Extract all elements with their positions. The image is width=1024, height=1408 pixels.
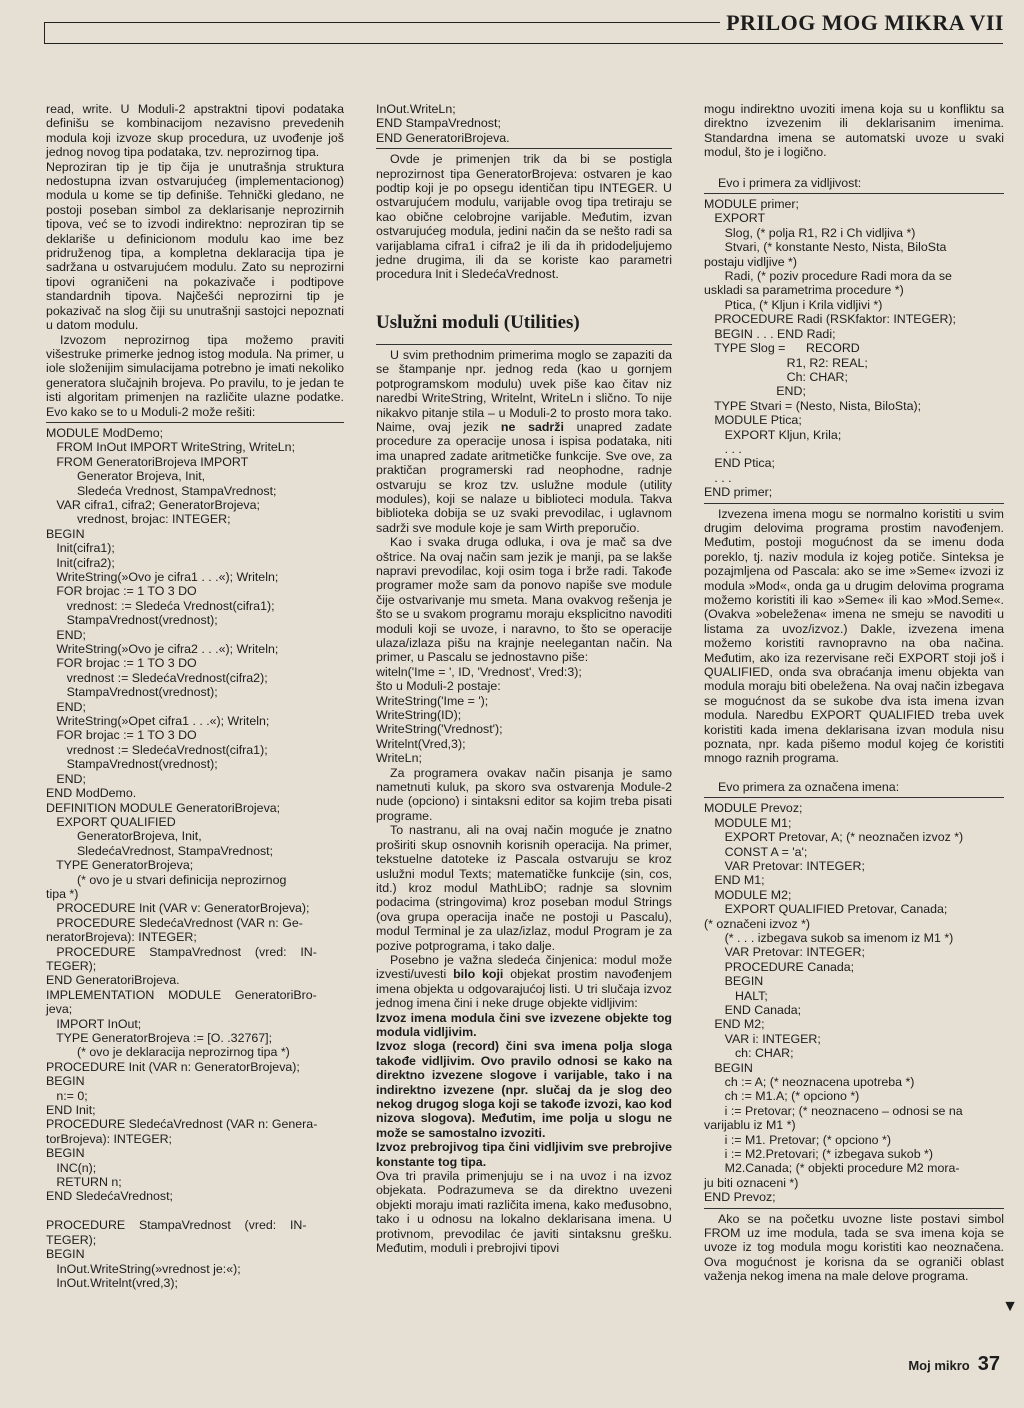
running-head: PRILOG MOG MIKRA VII bbox=[720, 10, 1004, 36]
code-divider bbox=[376, 148, 672, 149]
paragraph: read, write. U Moduli-2 apstraktni tipovi podataka definišu se kombinacijom nezavisno prevedenih modula koji izvoze skup procedura, uz uvođenje još jednog novog tipa podataka, tzv. neprozirnog tipa. bbox=[46, 102, 344, 160]
paragraph: Izvezena imena mogu se normalno koristiti u svim drugim delovima programa prostim navođenjem. Međutim, postoji mogućnost da se imenu doda poreklo, tj. naziv modula iz kojeg potiče. Sinteksa je pozajmljena od Pascala: ako se ime »Seme« izvozi iz modula »Mod«, onda ga u drugim delovima programa možemo koristiti ili kao »Seme« ili kao »Mod.Seme«. (Ovakva »obeležena« imena ne smeju se navoditi u listama za uvoz/izvoz.) Dakle, izvezena imena možemo koristiti ravnopravno na oba načina. Međutim, ako iza rezervisane reči EXPORT stoji još i QUALIFIED, onda sva obraćanja imenu objekta van modula moraju biti obeležena. Na ovaj način izbegava se mogućnost da se sukobe dva ista imena izvan modula. Naredbu EXPORT QUALIFIED treba uvek koristiti kada imena deklarisana izvan modula nisu poznata, npr. kada pišemo modul kojeg će koristiti mnogo raznih programa. bbox=[704, 506, 1004, 766]
code-divider bbox=[704, 797, 1004, 798]
code-listing: MODULE primer; EXPORT Slog, (* polja R1, R2 i Ch vidljiva *) Stvari, (* konstante Nesto, Nista, BiloSta postaju vidljive *) Radi, (* poziv procedure Radi mora da se uskladi sa parametrima procedure *) Ptica, (* Kljun i Krila vidljivi *) PROCEDURE Radi (RSKfaktor: INTEGER); BEGIN . . . END Radi; TYPE Slog = RECORD R1, R2: REAL; Ch: CHAR; END; TYPE Stvari = (Nesto, Nista, BiloSta); MODULE Ptica; EXPORT Kljun, Krila; . . . END Ptica; . . . END primer; bbox=[704, 197, 956, 500]
paragraph: Za programera ovakav način pisanja je samo nametnuti kuluk, pa skoro sva ostvarenja Module-2 nude (opciono) i sintaksni editor sa kojim treba pisati programe. bbox=[376, 765, 672, 823]
paragraph: Ako se na početku uvozne liste postavi simbol FROM uz ime modula, tada se sva imena koja se uvoze iz tog modula mogu koristiti kao neoznačena. Ova mogućnost je korisna da se ograniči oblast važenja nekog imena na male delove programa. bbox=[704, 1211, 1004, 1284]
paragraph: Kao i svaka druga odluka, i ova je mač sa dve oštrice. Na ovaj način sam jezik je manji, pa se lakše napravi prevodilac, koji osim toga i brže radi. Takođe programer može sam da ponovo napiše sve module čije ostvarivanje mu smeta. Mana ovakvog rešenja je što se u svakom programu moraju eksplicitno navoditi moduli koji se uvoze, i naravno, to što se operacije ulaza/izlaza pišu na krajnje neelegantan način. Na primer, u Pascalu se jednostavno piše: bbox=[376, 535, 672, 665]
paragraph: Neproziran tip je tip čija je unutrašnja struktura nedostupna izvan ostvarujućeg (implementacionog) modula u kome se tip definiše. Tehnički gledano, ne postoji poseban simbol za deklarisanje neprozirnih tipova, već se to izvodi indirektno: neproziran tip se deklariše u definicionom modulu kao ime bez pridruženog tipa, a kompletna deklaracija tipa je sadržana u ostvarujućem modulu. Zato su neprozirni tipovi ograničeni na pokazivače i podtipove standardnih tipova. Najčešći neprozirni tip je pokazivač na slog čiji su unutrašnji sastojci nepoznati u datom modulu. bbox=[46, 159, 344, 333]
page-footer bbox=[908, 1353, 1000, 1376]
paragraph: To nastranu, ali na ovaj način moguće je znatno proširiti skup osnovnih korisnih operacija. Na primer, tekstuelne datoteke iz Pascala ostvaruju se kroz uslužni modul Texts; matematičke funkcije (sin, cos, itd.) kroz modul MathLibO; radnje sa slovnim podacima (stringovima) kroz poseban modul Strings (ova grupa operacija inače ne postoji u Pascalu), modul Terminal je za ulaz/izlaz, modul Program je za pozive potprograma, i tako dalje. bbox=[376, 823, 672, 953]
paragraph: mogu indirektno uvoziti imena koja su u konfliktu sa direktno izvezenim ili deklarisanim imenima. Standardna imena se automatski uvoze u svaki modul, što je i logično. bbox=[704, 102, 1004, 160]
code-divider bbox=[704, 1208, 1004, 1209]
continue-arrow-icon: ▼ bbox=[1002, 1298, 1018, 1315]
paragraph: Posebno je važna sledeća činjenica: modul može izvesti/uvesti bilo koji objekat prostim navođenjem imena objekta u odgovarajućoj listi. U tri slučaja izvoz jednog imena čini i neke druge objekte vidljivim: bbox=[376, 952, 673, 1011]
code-listing: InOut.WriteLn; END StampaVrednost; END GeneratoriBrojeva. bbox=[376, 102, 510, 145]
code-divider bbox=[704, 193, 1004, 194]
column-3 bbox=[704, 102, 1004, 1284]
code-listing: MODULE Prevoz; MODULE M1; EXPORT Pretovar, A; (* neoznačen izvoz *) CONST A = 'a'; VAR Pretovar: INTEGER; END M1; MODULE M2; EXPORT QUALIFIED Pretovar, Canada; (* označeni izvoz *) (* . . . izbegava sukob sa imenom iz M1 *) VAR Pretovar: INTEGER; PROCEDURE Canada; BEGIN HALT; END Canada; END M2; VAR i: INTEGER; ch: CHAR; BEGIN ch := A; (* neoznacena upotreba *) ch := M1.A; (* opciono *) i := Pretovar; (* neoznaceno – odnosi se na varijablu iz M1 *) i := M1. Pretovar; (* opciono *) i := M2.Pretovari; (* izbegava sukob *) M2.Canada; (* objekti procedure M2 mora- ju biti oznaceni *) END Prevoz; bbox=[704, 801, 964, 1205]
rule-paragraph: Izvoz sloga (record) čini sva imena polja sloga takođe vidljivim. Ovo pravilo odnosi se kako na direktno izvezene slogove i varijable, tako i na indirektno izvezene (npr. slučaj da je slog deo nekog drugog sloga koji se takođe izvozi, kao kod nizova slogova). Međutim, ime polja u slogu ne može se samostalno izvoziti. bbox=[376, 1039, 672, 1140]
page-number: 37 bbox=[977, 1353, 1000, 1375]
rule-paragraph: Izvoz prebrojivog tipa čini vidljivim sve prebrojive konstante tog tipa. bbox=[376, 1140, 672, 1169]
code-divider bbox=[46, 422, 344, 423]
paragraph: Evo primera za označena imena: bbox=[718, 779, 900, 794]
paragraph: Ovde je primenjen trik da bi se postigla neprozirnost tipa GeneratorBrojeva: ostvaren je kao podtip koji je po opsegu identičan tipu INTEGER. U ostvarujućem modulu, varijable ovog tipa tretiraju se kao obične celobrojne varijable. Međutim, izvan ostvarujućeg modula, jedini način da se nešto radi sa varijablama cifra1 i cifra2 je ili da ih pridodeljujemo jedne drugima, ili da se koriste kao parametri procedura Init i SledećaVrednost. bbox=[376, 152, 672, 282]
section-heading: Uslužni moduli (Utilities) bbox=[376, 311, 580, 333]
rule-paragraph: Izvoz imena modula čini sve izvezene objekte tog modula vidljivim. bbox=[376, 1010, 672, 1039]
paragraph: U svim prethodnim primerima moglo se zapaziti da se štampanje npr. jednog reda (kao u gornjem potprogramskom modulu) uvek piše kao čitav niz naredbi WriteString, Writelnt, WriteLn i slično. To nije nikakvo pitanje stila – u Moduli-2 to prosto mora tako. Naime, ovaj jezik ne sadrži unapred zadate procedure za operacije unosa i ispisa podataka, niti ima unapred zadate aritmetičke funkcije. Sve ove, za praktičan programerski rad neophodne, radnje ostvaruju se kroz tzv. uslužne module (utility modules), koji se nalaze u biblioteci modula. Takva biblioteka dobija se uz svaki prevodilac, i uglavnom sadrži sve module koje je sam Wirth preporučio. bbox=[376, 347, 672, 535]
column-1 bbox=[46, 102, 344, 1290]
heading-divider bbox=[376, 344, 672, 345]
code-divider bbox=[704, 503, 1004, 504]
magazine-name: Moj mikro bbox=[908, 1358, 970, 1373]
paragraph: Evo i primera za vidljivost: bbox=[718, 175, 862, 190]
column-2 bbox=[376, 102, 672, 1255]
code-listing: witeln('Ime = ', ID, 'Vrednost', Vred:3); što u Moduli-2 postaje: WriteString('Ime = '); WriteString(ID); WriteString('Vrednost'); Writelnt(Vred,3); WriteLn; bbox=[376, 664, 582, 766]
paragraph: Izvozom neprozirnog tipa možemo praviti višestruke primerke jednog istog modula. Na primer, u iole složenijim simulacijama potrebno je imati nekoliko generatora slučajnih brojeva. Po pravilu, to je jedan te isti algoritam primenjen na različite ulazne podatke. Evo kako se to u Moduli-2 može rešiti: bbox=[46, 332, 344, 419]
code-listing: MODULE ModDemo; FROM InOut IMPORT WriteString, WriteLn; FROM GeneratoriBrojeva IMPORT Generator Brojeva, Init, Sledeća Vrednost, StampaVrednost; VAR cifra1, cifra2; GeneratorBrojeva; vrednost, brojac: INTEGER; BEGIN Init(cifra1); Init(cifra2); WriteString(»Ovo je cifra1 . . .«); Writeln; FOR brojac := 1 TO 3 DO vrednost: := Sledeća Vrednost(cifra1); StampaVrednost(vrednost); END; WriteString(»Ovo je cifra2 . . .«); Writeln; FOR brojac := 1 TO 3 DO vrednost := SledećaVrednost(cifra2); StampaVrednost(vrednost); END; WriteString(»Opet cifra1 . . .«); Writeln; FOR brojac := 1 TO 3 DO vrednost := SledećaVrednost(cifra1); StampaVrednost(vrednost); END; END ModDemo. DEFINITION MODULE GeneratoriBrojeva; EXPORT QUALIFIED GeneratorBrojeva, Init, SledećaVrednost, StampaVrednost; TYPE GeneratorBrojeva; (* ovo je u stvari definicija neprozirnog tipa *) PROCEDURE Init (VAR v: GeneratorBrojeva); PROCEDURE SledećaVrednost (VAR n: Ge- neratorBrojeva): INTEGER; PROCEDURE StampaVrednost (vred: IN- TEGER); END GeneratoriBrojeva. IMPLEMENTATION MODULE GeneratoriBro- jeva; IMPORT InOut; TYPE GeneratorBrojeva := [O. .32767]; (* ovo je deklaracija neprozirnog tipa *) PROCEDURE Init (VAR n: GeneratorBrojeva); BEGIN n:= 0; END Init; PROCEDURE SledećaVrednost (VAR n: Genera- torBrojeva): INTEGER; BEGIN INC(n); RETURN n; END SledećaVrednost; PROCEDURE StampaVrednost (vred: IN- TEGER); BEGIN InOut.WriteString(»vrednost je:«); InOut.Writelnt(vred,3); bbox=[46, 425, 318, 1290]
paragraph: Ova tri pravila primenjuju se i na uvoz i na izvoz objekata. Podrazumeva se da direktno uvezeni objekti moraju imati različita imena, kako međusobno, tako i u odnosu na lokalno deklarisana imena. U protivnom, prevodilac će javiti sintaksnu grešku. Međutim, moduli i prebrojivi tipovi bbox=[376, 1169, 672, 1256]
